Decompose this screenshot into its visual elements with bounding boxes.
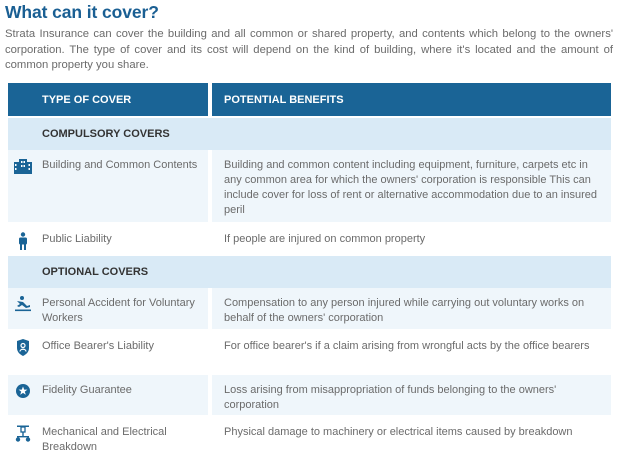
- cover-table: [8, 83, 611, 465]
- machinery-icon: [12, 425, 34, 443]
- star-badge-icon: [12, 383, 34, 401]
- cover-benefit: Physical damage to machinery or electrical items caused by breakdown: [224, 426, 573, 438]
- section-compulsory-covers: COMPULSORY COVERS: [8, 118, 611, 150]
- cover-benefit: If people are injured on common property: [224, 233, 426, 245]
- building-icon: [12, 158, 34, 176]
- table-row: [8, 224, 611, 254]
- table-row: [8, 417, 611, 463]
- cover-name: Personal Accident for Voluntary Workers: [42, 297, 195, 324]
- cover-benefit: For office bearer's if a claim arising from wrongful acts by the office bearers: [224, 340, 590, 352]
- header-type-of-cover: TYPE OF COVER: [8, 83, 208, 116]
- cover-name: Mechanical and Electrical Breakdown: [42, 426, 167, 453]
- table-header: [8, 83, 611, 116]
- page-title: What can it cover?: [5, 2, 159, 22]
- section-optional-covers: OPTIONAL COVERS: [8, 256, 611, 288]
- cover-benefit: Loss arising from misappropriation of funds belonging to the owners' corporation: [212, 375, 611, 415]
- table-row: [8, 331, 611, 373]
- cover-benefit: Building and common content including equipment, furniture, carpets etc in any common area for which the owners' corporation is responsible This can include cover for loss of rent or alternative accommodation due to an insured peril: [212, 150, 611, 222]
- cover-name: Building and Common Contents: [42, 159, 198, 171]
- shield-person-icon: [12, 339, 34, 357]
- accident-icon: [12, 296, 34, 314]
- intro-paragraph: Strata Insurance can cover the building and all common or shared property, and contents which belong to the owners' corporation. The type of cover and its cost will depend on the kind of building, where it's located and the amount of common property you share.: [5, 28, 613, 71]
- header-potential-benefits: POTENTIAL BENEFITS: [212, 83, 611, 116]
- person-icon: [12, 232, 34, 250]
- table-row: [8, 288, 611, 329]
- cover-benefit: Compensation to any person injured while carrying out voluntary works on behalf of the owners' corporation: [212, 288, 611, 329]
- cover-name: Fidelity Guarantee: [42, 384, 132, 396]
- table-row: [8, 150, 611, 222]
- cover-name: Office Bearer's Liability: [42, 340, 154, 352]
- cover-name: Public Liability: [42, 233, 112, 245]
- table-row: [8, 375, 611, 415]
